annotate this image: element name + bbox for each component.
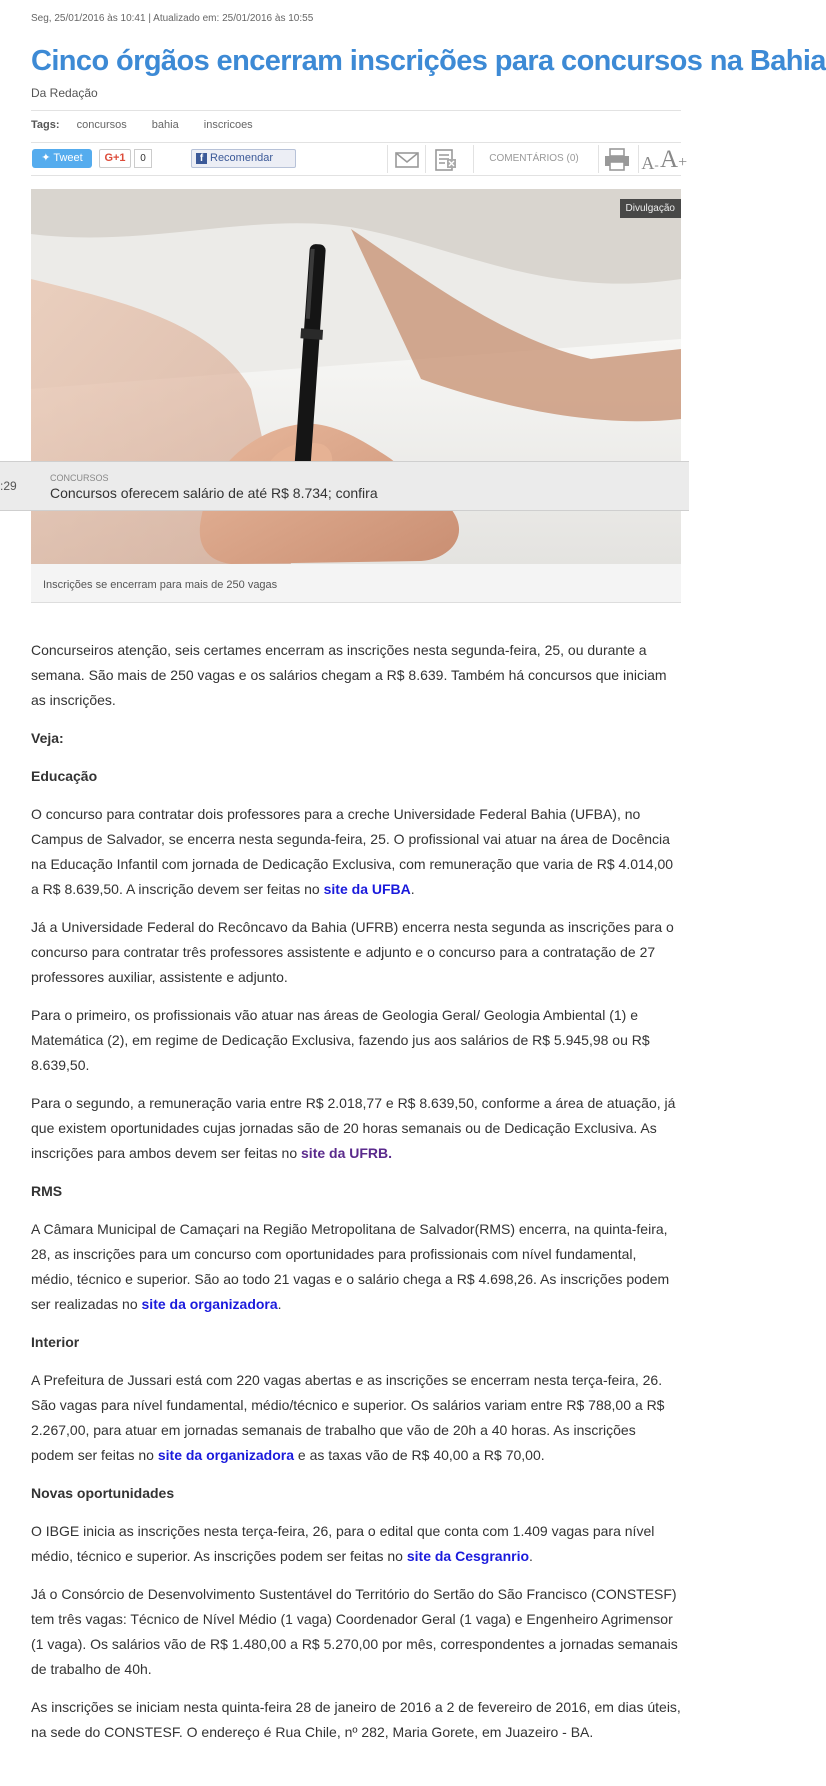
ticker-category: CONCURSOS xyxy=(50,473,109,483)
google-plus-button[interactable]: G+1 xyxy=(99,149,131,168)
section-heading: Veja: xyxy=(31,730,64,746)
organizadora-site-link[interactable]: site da organizadora xyxy=(157,1447,295,1463)
font-increase-button[interactable]: A+ xyxy=(660,146,688,173)
tweet-button[interactable]: ✦ Tweet xyxy=(32,149,92,168)
section-heading: Novas oportunidades xyxy=(31,1485,175,1501)
publish-dates: Seg, 25/01/2016 às 10:41 | Atualizado em: 25/01/2016 às 10:55 xyxy=(31,13,314,24)
article-paragraph: A Câmara Municipal de Camaçari na Região Metropolitana de Salvador(RMS) encerra, na quinta-feira, 28, as inscrições para um concurso com oportunidades para profissionais com nível fundamental, médio, técnico e superior. São ao todo 21 vagas e o salário chega a R$ 4.698,26. As inscrições podem ser realizadas no site da organizadora. xyxy=(31,1221,670,1312)
report-error-icon[interactable] xyxy=(425,145,464,173)
article-paragraph: Concurseiros atenção, seis certames encerram as inscrições nesta segunda-feira, 25, ou durante a semana. São mais de 250 vagas e os salários chegam a R$ 8.639. Também há concursos que iniciam as inscrições. xyxy=(31,642,667,708)
print-icon[interactable] xyxy=(598,145,635,173)
google-plus-count: 0 xyxy=(134,149,152,168)
facebook-icon: f xyxy=(196,153,207,164)
photo-caption-bar xyxy=(31,564,681,603)
article-paragraph: A Prefeitura de Jussari está com 220 vagas abertas e as inscrições se encerram nesta terça-feira, 26. São vagas para nível fundamental, médio/técnico e superior. Os salários variam entre R$ 788,00 a R$ 2.267,00, para atuar em jornadas semanais de trabalho que vão de 20h a 40 horas. As inscrições podem ser feitas no site da organizadora e as taxas vão de R$ 40,00 a R$ 70,00. xyxy=(31,1372,665,1463)
article-paragraph: Para o primeiro, os profissionais vão atuar nas áreas de Geologia Geral/ Geologia Ambiental (1) e Matemática (2), em regime de Dedicação Exclusiva, fazendo jus aos salários de R$ 5.945,98 ou R$ 8.639,50. xyxy=(31,1007,650,1073)
article-paragraph: As inscrições se iniciam nesta quinta-feira 28 de janeiro de 2016 a 2 de fevereiro de 2016, em dias úteis, na sede do CONSTESF. O endereço é Rua Chile, nº 282, Maria Gorete, em Juazeiro - BA. xyxy=(31,1699,681,1740)
divider xyxy=(31,175,681,176)
comments-link[interactable]: COMENTÁRIOS (0) xyxy=(473,145,594,173)
facebook-recommend-button[interactable]: f Recomendar xyxy=(191,149,296,168)
article-paragraph: Para o segundo, a remuneração varia entre R$ 2.018,77 e R$ 8.639,50, conforme a área de atuação, já que existem oportunidades cujas jornadas são de 20 horas semanais ou de Dedicação Exclusiva. As inscrições para ambos devem ser feitas no site da UFRB. xyxy=(31,1095,676,1161)
photo-caption: Inscrições se encerram para mais de 250 vagas xyxy=(43,579,278,591)
tag-list xyxy=(31,119,275,131)
email-icon[interactable] xyxy=(387,145,426,173)
divider xyxy=(31,110,681,111)
section-heading: Interior xyxy=(31,1334,80,1350)
share-toolbar xyxy=(31,145,688,173)
tag-link-concursos[interactable]: concursos xyxy=(76,119,127,131)
article-paragraph: O IBGE inicia as inscrições nesta terça-feira, 26, para o edital que conta com 1.409 vagas para nível médio, técnico e superior. As inscrições podem ser feitas no site da Cesgranrio. xyxy=(31,1523,655,1564)
photo-credit: Divulgação xyxy=(620,199,681,218)
article-paragraph: O concurso para contratar dois professores para a creche Universidade Federal Bahia (UFBA), no Campus de Salvador, se encerra nesta segunda-feira, 25. O profissional vai atuar na área de Docência na Educação Infantil com jornada de Dedicação Exclusiva, com remuneração que varia de R$ 4.014,00 a R$ 8.639,50. A inscrição devem ser feitas no site da UFBA. xyxy=(31,806,674,897)
divider xyxy=(31,142,681,143)
organizadora-site-link[interactable]: site da organizadora xyxy=(141,1296,278,1312)
section-heading: RMS xyxy=(31,1183,63,1199)
twitter-bird-icon: ✦ xyxy=(41,152,54,164)
ticker-headline-link[interactable]: Concursos oferecem salário de até R$ 8.734; confira xyxy=(50,485,378,501)
news-ticker-bar[interactable] xyxy=(0,461,689,511)
tags-label: Tags: xyxy=(31,119,60,131)
font-decrease-button[interactable]: A- xyxy=(638,145,661,173)
article-paragraph: Já o Consórcio de Desenvolvimento Sustentável do Território do Sertão do São Francisco (CONSTESF) tem três vagas: Técnico de Nível Médio (1 vaga) Coordenador Geral (1 vaga) e Engenheiro Agrimensor (1 vaga). Os salários vão de R$ 1.480,00 a R$ 5.270,00 por mês, correspondentes a jornadas semanais de trabalho de 40h. xyxy=(31,1586,678,1677)
tag-link-inscricoes[interactable]: inscricoes xyxy=(203,119,253,131)
section-heading: Educação xyxy=(31,768,98,784)
article-body xyxy=(31,638,681,1758)
ticker-time: :29 xyxy=(0,479,17,493)
tag-link-bahia[interactable]: bahia xyxy=(151,119,179,131)
ufrb-site-link[interactable]: site da UFRB. xyxy=(301,1145,393,1161)
ufba-site-link[interactable]: site da UFBA xyxy=(323,881,411,897)
article-paragraph: Já a Universidade Federal do Recôncavo da Bahia (UFRB) encerra nesta segunda as inscrições para o concurso para contratar três professores assistente e adjunto e o concurso para a contratação de 27 professores auxiliar, assistente e adjunto. xyxy=(31,919,674,985)
cesgranrio-site-link[interactable]: site da Cesgranrio xyxy=(406,1548,530,1564)
page-title: Cinco órgãos encerram inscrições para concursos na Bahia xyxy=(31,45,826,77)
byline: Da Redação xyxy=(31,86,98,100)
